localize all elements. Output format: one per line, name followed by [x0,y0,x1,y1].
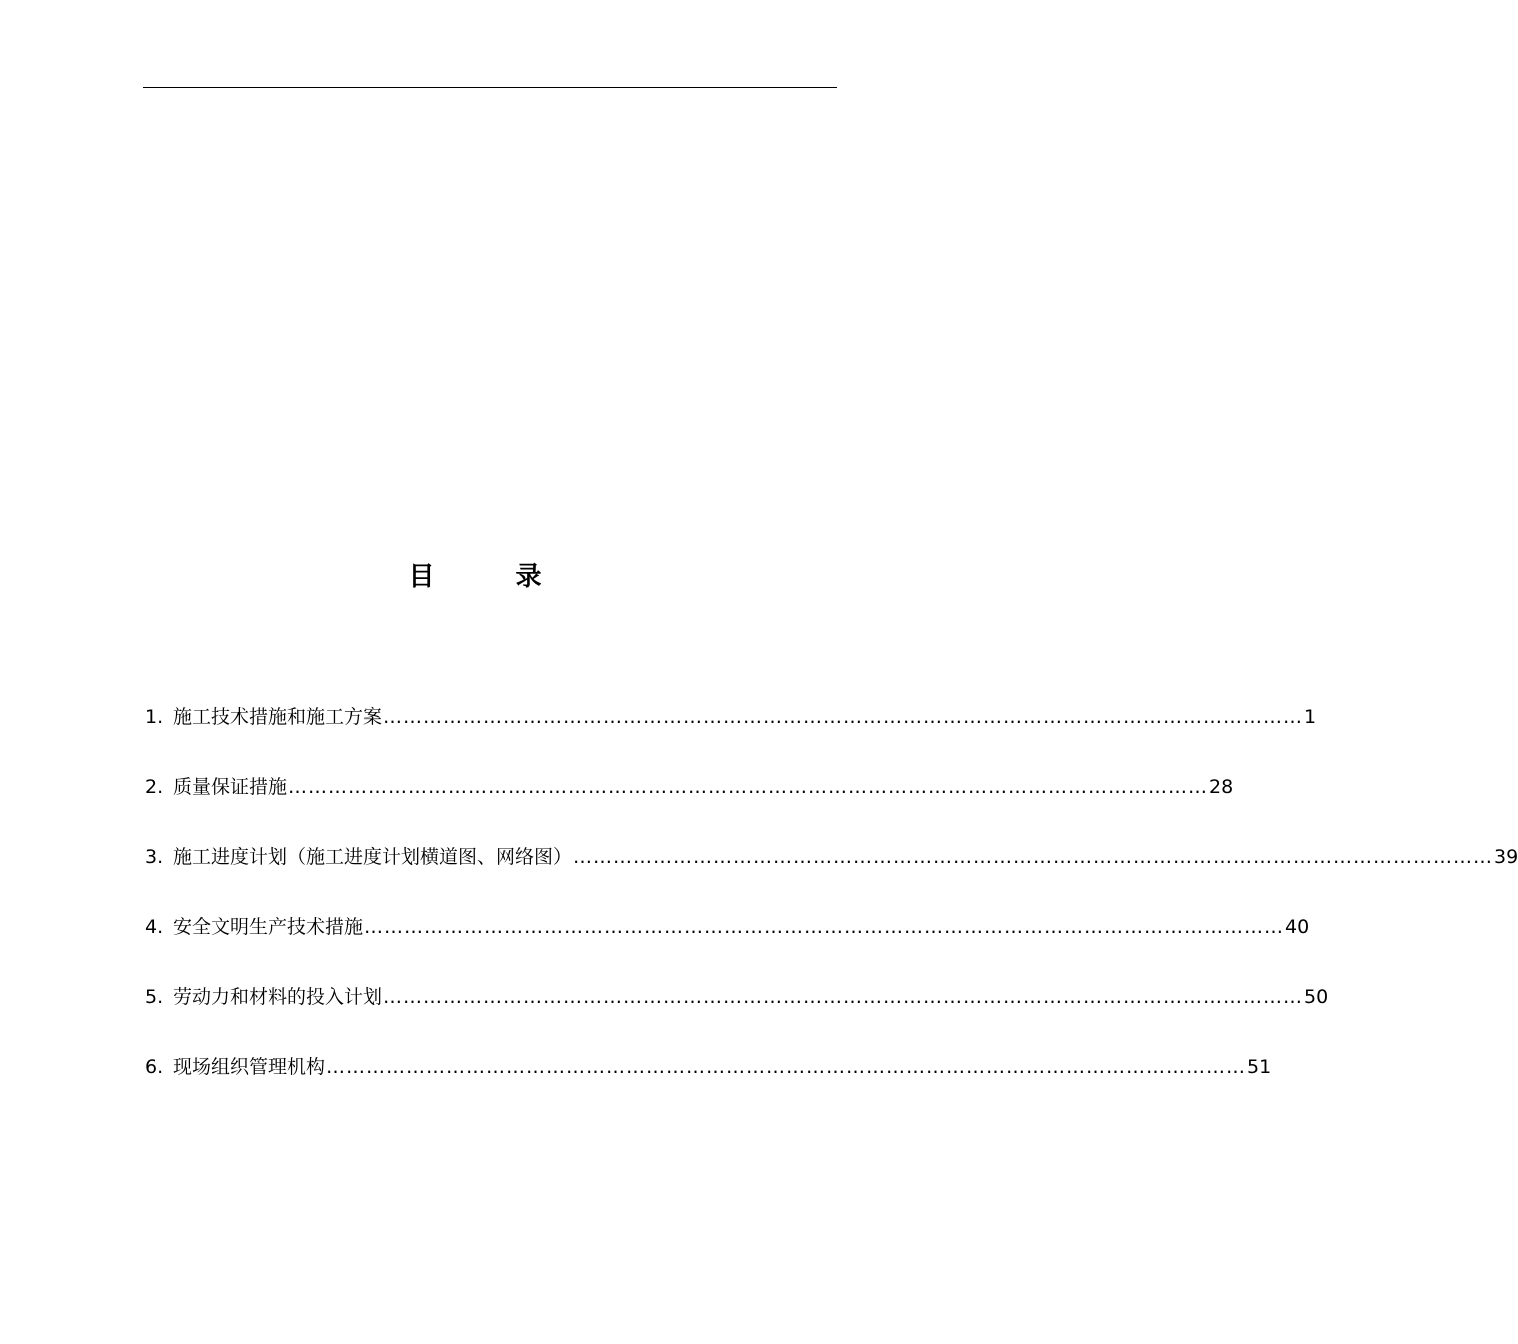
toc-entry-page: 51 [1247,1056,1272,1078]
toc-entry-5[interactable] [145,982,1329,1052]
toc-dot-leader: ………………………………………………………………………………………………………………………… [383,986,1304,1008]
toc-entry-number: 1. [145,706,164,728]
toc-entry-number: 4. [145,916,164,938]
toc-entry-title: 劳动力和材料的投入计划 [173,986,383,1008]
toc-entry-page: 40 [1285,916,1310,938]
toc-entry-number: 2. [145,776,164,798]
toc-entry-page: 50 [1304,986,1329,1008]
toc-entry-2[interactable] [145,772,1234,842]
toc-dot-leader: ………………………………………………………………………………………………………………………… [364,916,1285,938]
toc-entry-title: 安全文明生产技术措施 [173,916,364,938]
toc-entry-4[interactable] [145,912,1310,982]
toc-entry-number: 5. [145,986,164,1008]
header-rule [143,87,837,88]
toc-entry-3[interactable] [145,842,1518,912]
toc-entry-title: 施工进度计划（施工进度计划横道图、网络图） [173,846,573,868]
toc-entry-title: 施工技术措施和施工方案 [173,706,383,728]
toc-entry-page: 1 [1304,706,1317,728]
toc-entry-number: 6. [145,1056,164,1078]
toc-title: 目 录 [408,562,578,592]
toc-entry-6[interactable] [145,1052,1272,1122]
toc-entry-number: 3. [145,846,164,868]
toc-entry-title: 质量保证措施 [173,776,288,798]
toc-entry-title: 现场组织管理机构 [173,1056,326,1078]
toc-dot-leader: ………………………………………………………………………………………………………………………… [326,1056,1247,1078]
toc-dot-leader: ………………………………………………………………………………………………………………………… [383,706,1304,728]
toc-entry-page: 39 [1494,846,1518,868]
toc-dot-leader: ………………………………………………………………………………………………………………………… [288,776,1209,798]
toc-dot-leader: ………………………………………………………………………………………………………………………… [573,846,1494,868]
toc-entry-page: 28 [1209,776,1234,798]
toc-entry-1[interactable] [145,702,1317,772]
toc-list [145,702,1518,1122]
